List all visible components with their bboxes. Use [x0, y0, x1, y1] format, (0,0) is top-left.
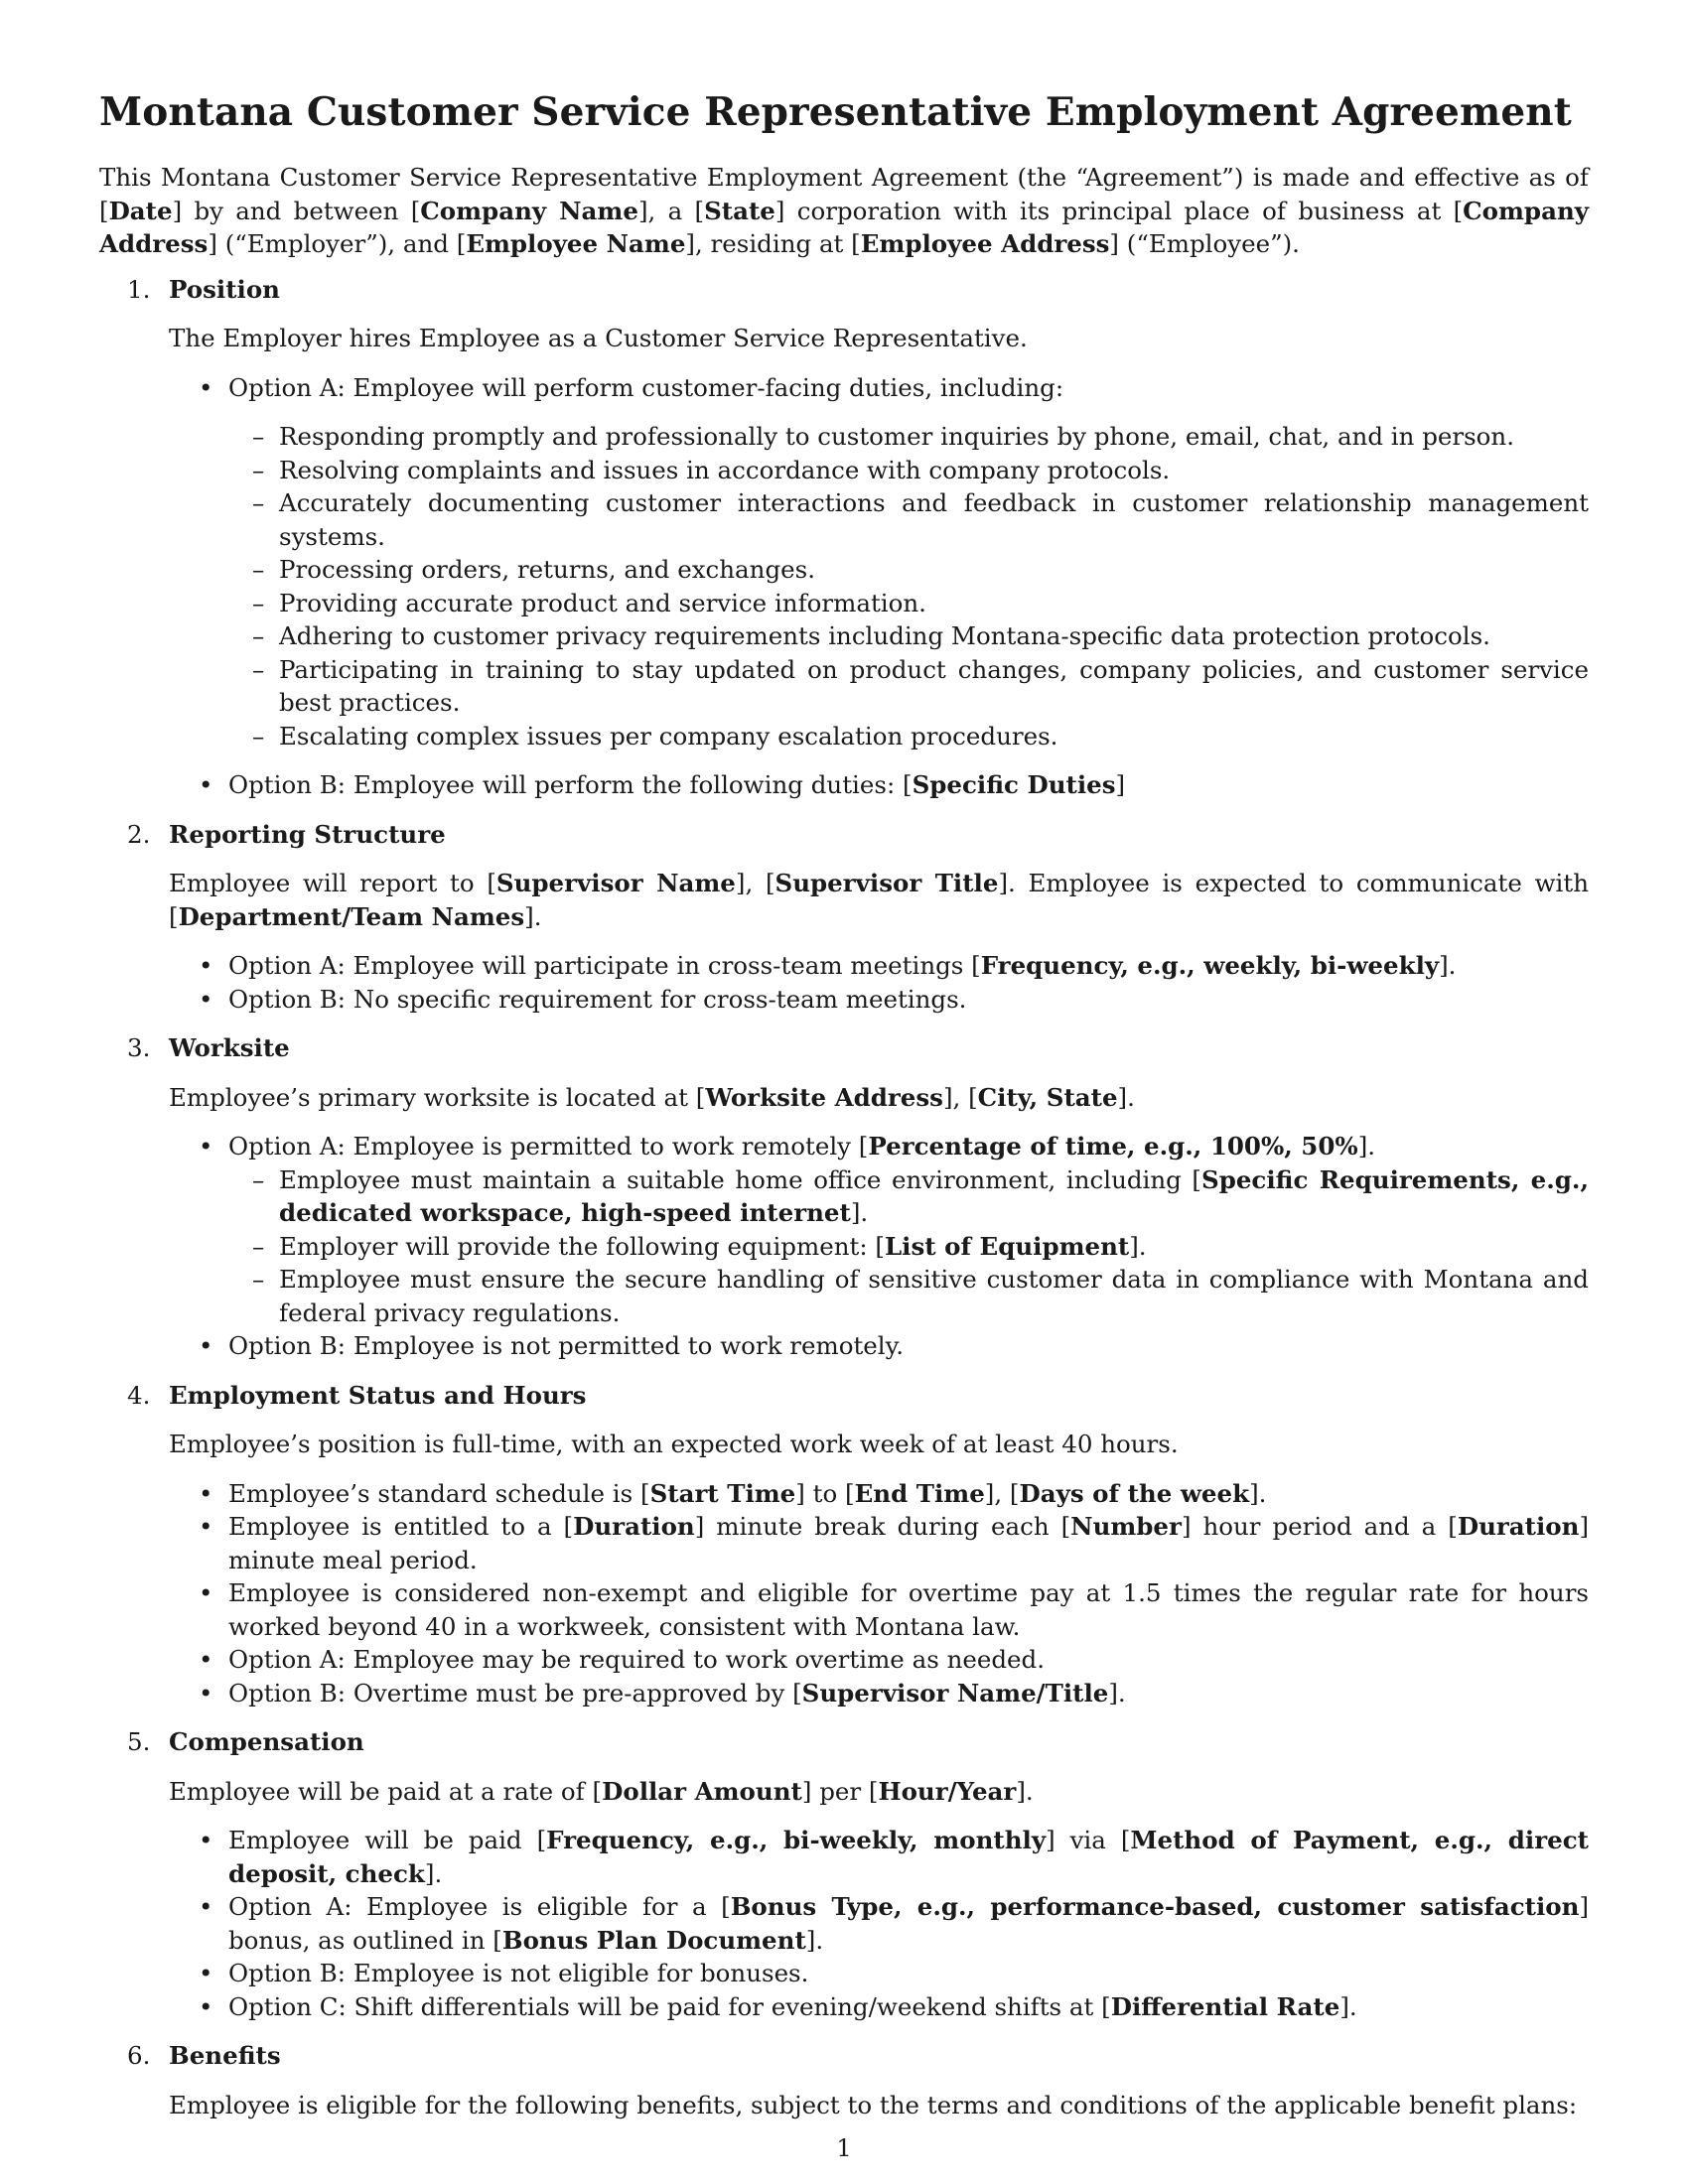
body-text: ], [ [735, 869, 775, 897]
payment-method-field: Method of Payment, e.g., direct deposit, check [228, 1826, 1589, 1888]
section-body: Employee’s position is full-time, with an expected work week of at least 40 hours. [169, 1430, 1179, 1458]
body-text: ]. [524, 901, 542, 931]
item-text: ]. [424, 1858, 443, 1888]
option-b [169, 1677, 1589, 1710]
body-text: ]. [1117, 1082, 1135, 1112]
requirement-item [228, 1230, 1589, 1264]
item-text: ] hour period and a [ [1181, 1512, 1458, 1541]
intro-text: ] corporation with its principal place of business at [ [774, 196, 1464, 225]
payment-item [169, 1824, 1589, 1890]
option-text: ]. [1339, 1991, 1357, 2021]
duty-item: – Adhering to customer privacy requirements including Montana-specific data protection protocols. [228, 619, 1589, 653]
document-title: Montana Customer Service Representative Employment Agreement [99, 89, 1572, 135]
end-time-field: End Time [854, 1478, 985, 1508]
option-text: ]. [1357, 1132, 1376, 1160]
intro-text: ] (“Employee”). [1109, 229, 1300, 258]
worksite-address-field: Worksite Address [705, 1082, 943, 1112]
company-name-field: Company Name [420, 196, 638, 225]
days-field: Days of the week [1019, 1478, 1250, 1508]
state-field: State [704, 196, 775, 225]
company-address-field: Company Address [99, 196, 1589, 258]
section-compensation [99, 1725, 1589, 2023]
duty-item: – Escalating complex issues per company escalation procedures. [228, 720, 1589, 753]
duty-item: – Resolving complaints and issues in accordance with company protocols. [228, 454, 1589, 487]
option-text: Option B: Overtime must be pre-approved by [ [228, 1678, 802, 1707]
section-title: Compensation [169, 1727, 364, 1756]
remote-percentage-field: Percentage of time, e.g., 100%, 50% [868, 1132, 1358, 1160]
item-text: Employee will be paid [ [228, 1826, 547, 1854]
body-text: Employee’s primary worksite is located at [ [169, 1082, 706, 1112]
intro-paragraph [99, 161, 1589, 261]
intro-text: ], a [ [637, 196, 705, 225]
option-text: Option C: Shift differentials will be paid for evening/weekend shifts at [ [228, 1991, 1111, 2021]
item-text: ], [ [984, 1478, 1020, 1508]
item-text: ] minute break during each [ [694, 1512, 1071, 1541]
duty-item: – Responding promptly and professionally to customer inquiries by phone, email, chat, and in person. [228, 420, 1589, 454]
option-text: ] [1115, 770, 1126, 799]
requirement-text: ]. [850, 1198, 869, 1227]
option-a [169, 949, 1589, 983]
intro-text: ] by and between [ [172, 196, 421, 225]
body-text: ], [ [942, 1082, 978, 1112]
departments-field: Department/Team Names [178, 901, 525, 931]
requirement-text: Employee must maintain a suitable home office environment, including [ [279, 1164, 1201, 1194]
body-text: Employee will report to [ [169, 869, 496, 897]
bonus-type-field: Bonus Type, e.g., performance-based, customer satisfaction [730, 1892, 1580, 1921]
section-number: 2. [127, 819, 151, 849]
option-text: Option A: Employee is permitted to work remotely [ [228, 1132, 869, 1160]
section-employment-status [99, 1379, 1589, 1710]
option-b: • Option B: Employee is not permitted to work remotely. [169, 1329, 1589, 1363]
options-list [169, 1130, 1589, 1363]
options-list [169, 949, 1589, 1016]
duty-item: – Participating in training to stay updated on product changes, company policies, and customer service best practices. [228, 653, 1589, 720]
break-duration-field: Duration [573, 1512, 695, 1541]
requirement-item [228, 1163, 1589, 1230]
duty-item: – Accurately documenting customer interactions and feedback in customer relationship management systems. [228, 486, 1589, 553]
start-time-field: Start Time [649, 1478, 796, 1508]
employee-name-field: Employee Name [466, 229, 686, 258]
option-a [169, 1890, 1589, 1957]
employee-address-field: Employee Address [860, 229, 1110, 258]
option-text: Option A: Employee will participate in cross-team meetings [ [228, 951, 981, 980]
option-a [169, 371, 1589, 753]
item-text: ] minute meal period. [228, 1512, 1590, 1574]
overtime-item: • Employee is considered non-exempt and eligible for overtime pay at 1.5 times the regular rate for hours worked beyond 40 in a workweek, consistent with Montana law. [169, 1576, 1589, 1643]
section-body [169, 867, 1589, 933]
pay-frequency-field: Frequency, e.g., bi-weekly, monthly [546, 1826, 1047, 1854]
option-b [169, 768, 1589, 802]
intro-text: ] (“Employer”), and [ [208, 229, 467, 258]
options-list [169, 371, 1589, 802]
requirement-item: – Employee must ensure the secure handling of sensitive customer data in compliance with Montana and federal privacy regulations. [228, 1263, 1589, 1329]
option-a [169, 1130, 1589, 1329]
option-a: • Option A: Employee may be required to work overtime as needed. [169, 1643, 1589, 1677]
option-text: ]. [1108, 1678, 1126, 1707]
section-number: 1. [127, 274, 151, 304]
sections-list [99, 273, 1589, 2122]
option-text: ]. [805, 1925, 824, 1955]
item-text: Employee is entitled to a [ [228, 1512, 574, 1541]
section-reporting-structure [99, 818, 1589, 1017]
section-benefits [99, 2039, 1589, 2121]
supervisor-title-field: Supervisor Title [774, 869, 999, 897]
page-number: 1 [836, 2134, 852, 2162]
meal-duration-field: Duration [1457, 1512, 1580, 1541]
date-field: Date [108, 196, 173, 225]
section-title: Reporting Structure [169, 819, 446, 849]
city-state-field: City, State [977, 1082, 1118, 1112]
hour-year-field: Hour/Year [878, 1776, 1017, 1806]
section-body: The Employer hires Employee as a Customer Service Representative. [169, 324, 1028, 352]
option-c [169, 1990, 1589, 2024]
option-text: Option A: Employee is eligible for a [ [228, 1892, 731, 1921]
section-body [169, 1081, 1589, 1115]
requirement-text: ]. [1129, 1231, 1147, 1261]
duty-item: – Providing accurate product and service information. [228, 587, 1589, 620]
body-text: ] per [ [801, 1776, 879, 1806]
body-text: Employee will be paid at a rate of [ [169, 1776, 603, 1806]
intro-text: ], residing at [ [685, 229, 861, 258]
item-text: ] via [ [1046, 1826, 1131, 1854]
specific-duties-field: Specific Duties [912, 770, 1116, 799]
intro-text: This Montana Customer Service Representative Employment Agreement (the “Agreement”) is made and effective as of [ [99, 163, 1589, 225]
option-text: ]. [1439, 951, 1457, 980]
section-number: 3. [127, 1033, 151, 1062]
equipment-list-field: List of Equipment [884, 1231, 1130, 1261]
body-text: ]. Employee is expected to communicate with [ [169, 869, 1590, 931]
schedule-item [169, 1477, 1589, 1511]
item-text: Employee’s standard schedule is [ [228, 1478, 650, 1508]
body-text: ]. [1016, 1776, 1034, 1806]
bonus-plan-field: Bonus Plan Document [501, 1925, 806, 1955]
duties-list [228, 420, 1589, 752]
duty-item: – Processing orders, returns, and exchanges. [228, 553, 1589, 587]
section-number: 5. [127, 1727, 151, 1756]
section-number: 6. [127, 2041, 151, 2070]
requirement-text: Employer will provide the following equipment: [ [279, 1231, 885, 1261]
section-body: Employee is eligible for the following benefits, subject to the terms and conditions of the applicable benefit plans: [169, 2090, 1578, 2119]
section-body [169, 1775, 1589, 1809]
supervisor-name-field: Supervisor Name [495, 869, 736, 897]
section-title: Employment Status and Hours [169, 1380, 587, 1410]
item-text: ] to [ [795, 1478, 855, 1508]
meeting-frequency-field: Frequency, e.g., weekly, bi-weekly [980, 951, 1440, 980]
option-b: • Option B: Employee is not eligible for bonuses. [169, 1957, 1589, 1990]
option-text: ] bonus, as outlined in [ [228, 1892, 1589, 1955]
section-title: Position [169, 274, 280, 304]
options-list [169, 1477, 1589, 1710]
options-list [169, 1824, 1589, 2023]
hour-number-field: Number [1070, 1512, 1182, 1541]
option-b: • Option B: No specific requirement for cross-team meetings. [169, 983, 1589, 1017]
section-title: Benefits [169, 2041, 281, 2070]
differential-rate-field: Differential Rate [1110, 1991, 1340, 2021]
document-page [99, 89, 1589, 2137]
section-position [99, 273, 1589, 802]
option-text: Option B: Employee will perform the following duties: [ [228, 770, 913, 799]
specific-requirements-field: Specific Requirements, e.g., dedicated workspace, high-speed internet [279, 1164, 1589, 1227]
dollar-amount-field: Dollar Amount [602, 1776, 802, 1806]
section-title: Worksite [169, 1033, 290, 1062]
section-number: 4. [127, 1380, 151, 1410]
section-worksite [99, 1031, 1589, 1363]
remote-requirements-list [228, 1163, 1589, 1330]
option-text: Option A: Employee will perform customer-facing duties, including: [228, 372, 1064, 402]
supervisor-name-title-field: Supervisor Name/Title [801, 1678, 1109, 1707]
break-item [169, 1510, 1589, 1576]
item-text: ]. [1249, 1478, 1267, 1508]
